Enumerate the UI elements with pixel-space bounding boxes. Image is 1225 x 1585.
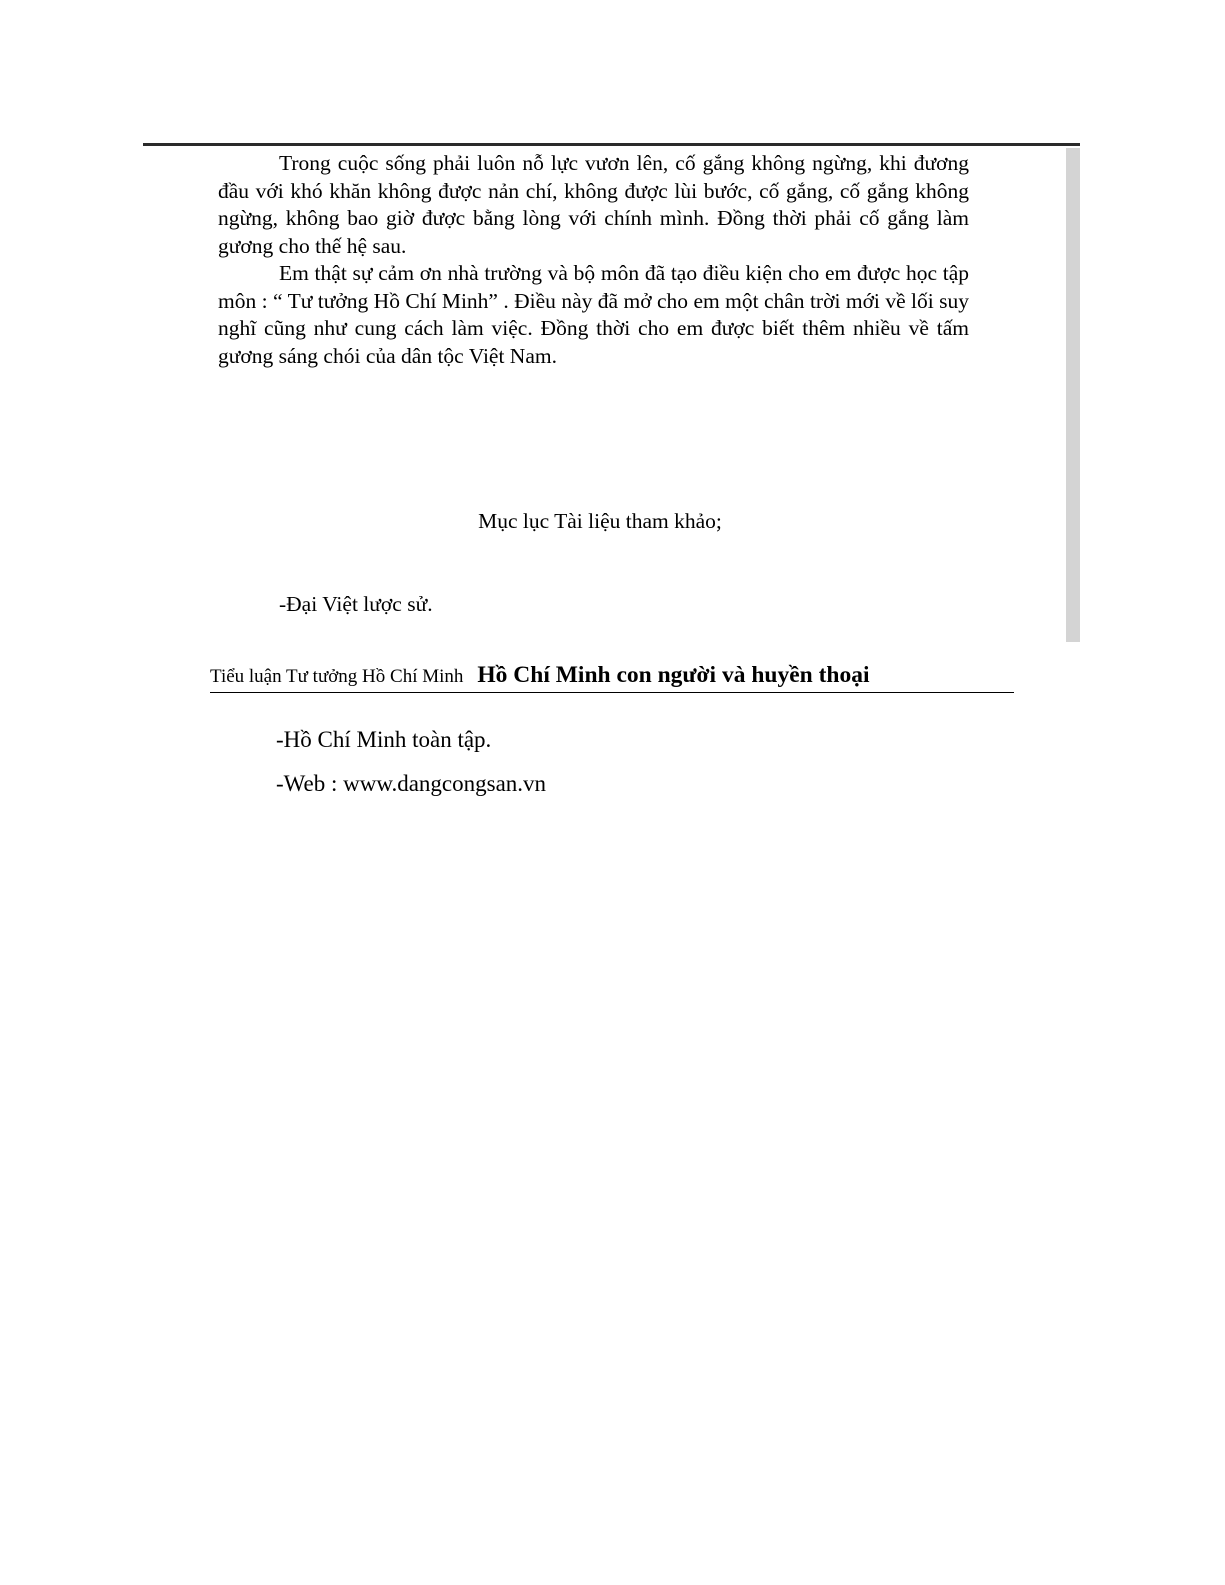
page-edge-shadow: [1066, 148, 1080, 642]
reference-item: -Hồ Chí Minh toàn tập.: [276, 727, 492, 752]
page-header-left: Tiểu luận Tư tưởng Hồ Chí Minh: [210, 666, 464, 687]
top-rule: [143, 143, 1080, 146]
reference-item: -Web : www.dangcongsan.vn: [276, 771, 547, 796]
body-paragraph-2: Em thật sự cảm ơn nhà trường và bộ môn đã tạo điều kiện cho em được học tập môn : “ Tư tưởng Hồ Chí Minh” . Điều này đã mở cho em một chân trời mới về lối suy nghĩ cũng như cung cách làm việc. Đồng thời cho em được biết thêm nhiều về tấm gương sáng chói của dân tộc Việt Nam.: [218, 261, 969, 368]
page-header-right: Hồ Chí Minh con người và huyền thoại: [477, 662, 870, 688]
page-header: [210, 662, 1014, 693]
reference-item: -Đại Việt lược sử.: [279, 592, 433, 616]
body-paragraph-1: Trong cuộc sống phải luôn nỗ lực vươn lên, cố gắng không ngừng, khi đương đầu với khó khăn không được nản chí, không được lùi bước, cố gắng, cố gắng không ngừng, không bao giờ được bằng lòng với chính mình. Đồng thời phải cố gắng làm gương cho thế hệ sau.: [218, 151, 969, 258]
references-title: Mục lục Tài liệu tham khảo;: [478, 509, 722, 533]
